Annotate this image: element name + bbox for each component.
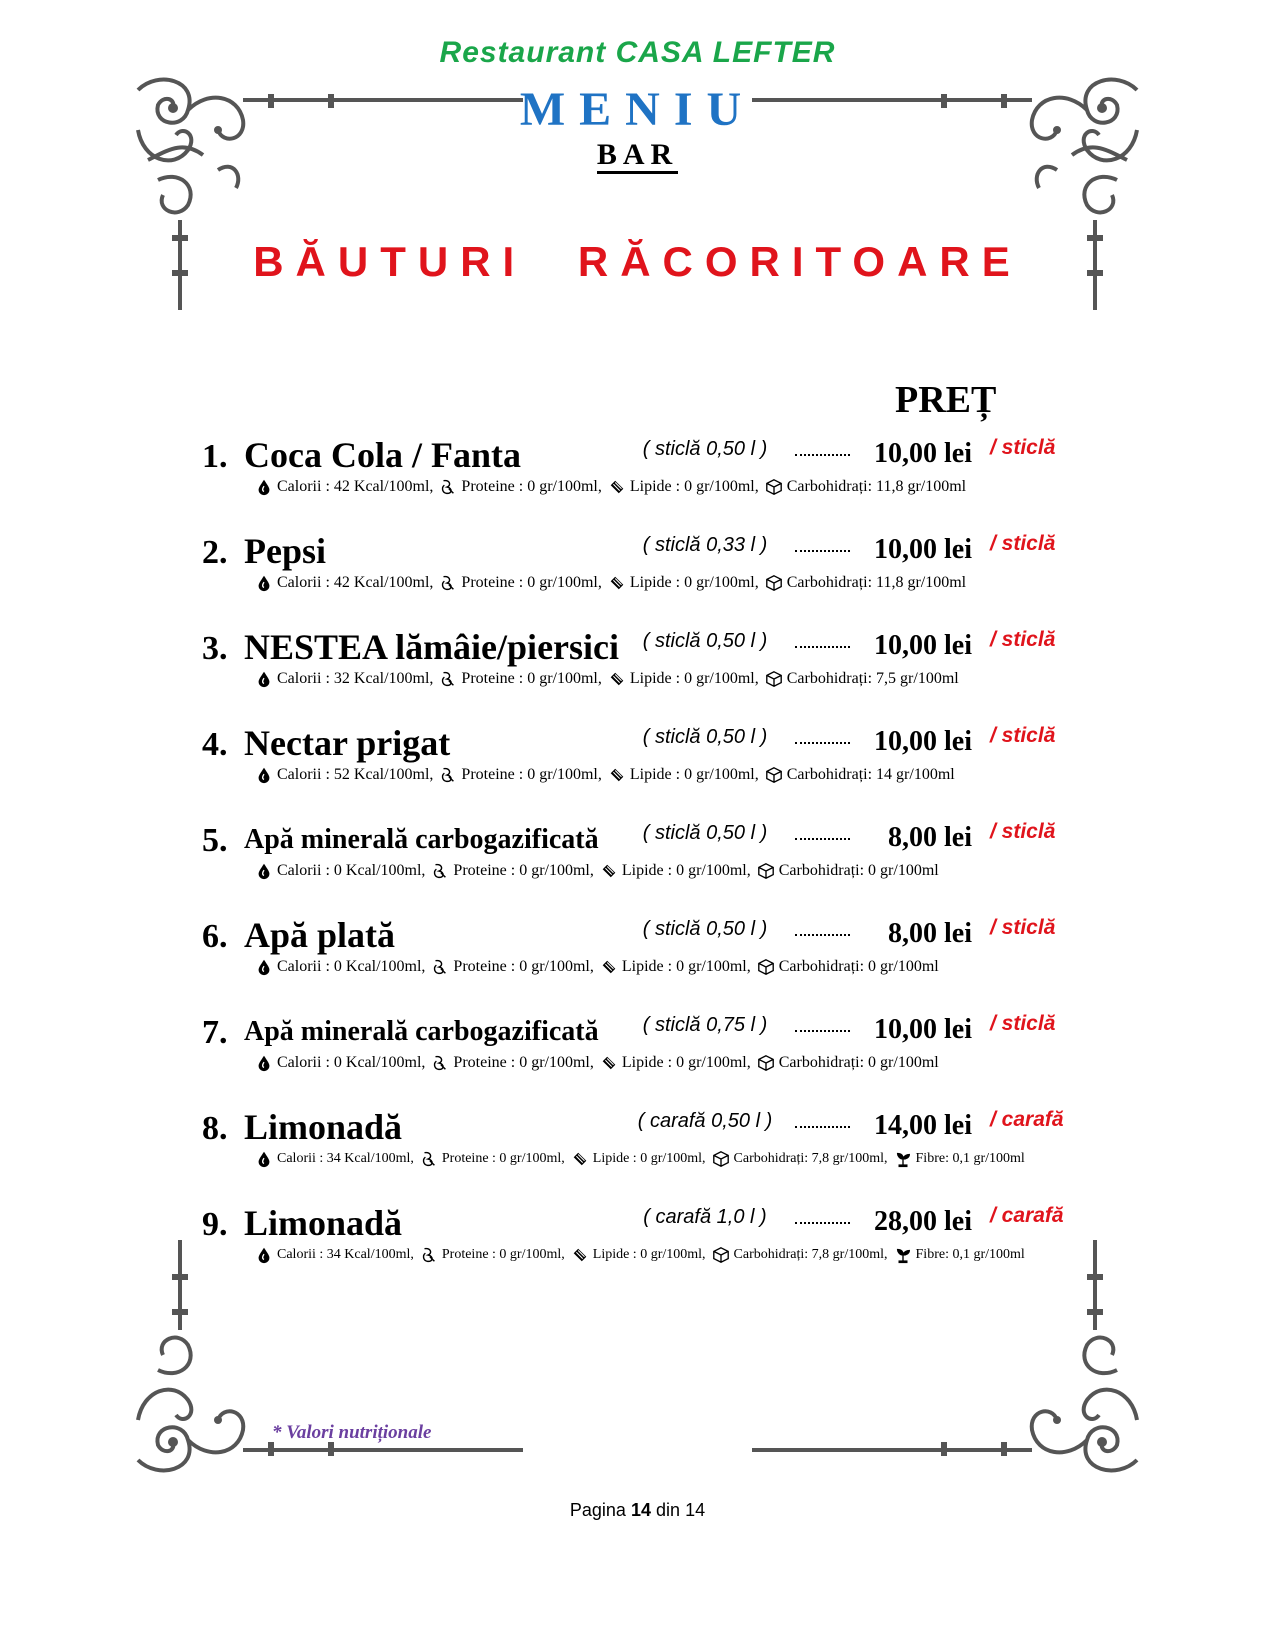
item-unit: / carafă [990, 1204, 1064, 1227]
nutrition-value [765, 574, 966, 592]
menu-item [0, 627, 1275, 720]
nutrition-value [571, 1246, 706, 1264]
nutrition-text: Lipide : 0 gr/100ml, [629, 670, 759, 687]
lipide-icon [608, 766, 626, 784]
nutrition-text: Carbohidrați: 7,8 gr/100ml, [733, 1151, 888, 1166]
carbo-icon [765, 766, 783, 784]
item-nutrition [255, 766, 961, 784]
nutrition-value [608, 670, 759, 688]
nutrition-value [765, 478, 966, 496]
lipide-icon [600, 958, 618, 976]
item-unit: / sticlă [990, 628, 1056, 651]
lipide-icon [571, 1246, 589, 1264]
nutrition-text: Lipide : 0 gr/100ml, [592, 1247, 706, 1262]
nutrition-value [600, 958, 751, 976]
nutrition-value [757, 862, 939, 880]
nutrition-text: Carbohidrați: 11,8 gr/100ml [786, 478, 967, 495]
calorii-icon [255, 670, 273, 688]
nutrition-value [439, 478, 601, 496]
nutrition-note: * Valori nutriționale [272, 1422, 432, 1443]
proteine-icon [420, 1150, 438, 1168]
item-name: Limonadă [244, 1203, 403, 1243]
menu-item [0, 822, 1275, 912]
nutrition-text: Carbohidrați: 7,5 gr/100ml [786, 670, 959, 687]
item-number: 2. [202, 534, 228, 571]
nutrition-value [255, 958, 425, 976]
proteine-icon [439, 478, 457, 496]
carbo-icon [765, 670, 783, 688]
nutrition-value [420, 1246, 565, 1264]
item-price: 28,00 lei [874, 1206, 972, 1237]
nutrition-text: Fibre: 0,1 gr/100ml [915, 1247, 1025, 1262]
nutrition-value [757, 958, 939, 976]
nutrition-text: Fibre: 0,1 gr/100ml [915, 1151, 1025, 1166]
menu-item [0, 1203, 1275, 1296]
nutrition-value [255, 478, 433, 496]
nutrition-text: Calorii : 0 Kcal/100ml, [277, 958, 426, 975]
nutrition-text: Carbohidrați: 0 gr/100ml [778, 958, 939, 975]
proteine-icon [431, 862, 449, 880]
item-unit: / sticlă [990, 532, 1056, 555]
item-unit: / sticlă [990, 916, 1056, 939]
menu-item [0, 915, 1275, 1008]
menu-item [0, 1014, 1275, 1104]
nutrition-value [255, 862, 425, 880]
page-total: 14 [685, 1500, 706, 1520]
item-size: ( carafă 1,0 l ) [643, 1206, 767, 1228]
nutrition-text: Calorii : 42 Kcal/100ml, [277, 478, 434, 495]
proteine-icon [420, 1246, 438, 1264]
item-price: 10,00 lei [874, 438, 972, 469]
leader-dots [795, 644, 850, 648]
nutrition-value [439, 670, 601, 688]
item-name: Apă minerală carbogazificată [244, 1016, 599, 1047]
nutrition-value [712, 1246, 888, 1264]
item-nutrition [255, 670, 965, 688]
item-price: 14,00 lei [874, 1110, 972, 1141]
item-price: 10,00 lei [874, 630, 972, 661]
proteine-icon [439, 574, 457, 592]
nutrition-value [431, 862, 593, 880]
menu-item [0, 435, 1275, 528]
lipide-icon [600, 862, 618, 880]
item-name: NESTEA lămâie/piersici [244, 627, 620, 667]
calorii-icon [255, 478, 273, 496]
calorii-icon [255, 958, 273, 976]
nutrition-value [255, 574, 433, 592]
item-name: Limonadă [244, 1107, 403, 1147]
nutrition-text: Lipide : 0 gr/100ml, [629, 574, 759, 591]
lipide-icon [600, 1054, 618, 1072]
item-number: 6. [202, 918, 228, 955]
category-heading: BĂUTURI RĂCORITOARE [253, 238, 1022, 285]
nutrition-value [600, 1054, 751, 1072]
nutrition-text: Lipide : 0 gr/100ml, [592, 1151, 706, 1166]
nutrition-text: Lipide : 0 gr/100ml, [621, 862, 751, 879]
fibre-icon [894, 1150, 912, 1168]
calorii-icon [255, 1246, 273, 1264]
carbo-icon [765, 478, 783, 496]
nutrition-text: Lipide : 0 gr/100ml, [629, 478, 759, 495]
nutrition-value [894, 1246, 1025, 1264]
lipide-icon [608, 574, 626, 592]
nutrition-text: Carbohidrați: 0 gr/100ml [778, 1054, 939, 1071]
page-number [0, 1500, 1275, 1521]
item-size: ( sticlă 0,33 l ) [642, 534, 768, 556]
item-nutrition [255, 862, 945, 880]
nutrition-text: Lipide : 0 gr/100ml, [621, 1054, 751, 1071]
nutrition-text: Proteine : 0 gr/100ml, [453, 958, 594, 975]
item-number: 1. [202, 438, 228, 475]
item-nutrition [255, 574, 972, 592]
item-name: Pepsi [244, 531, 327, 571]
leader-dots [795, 1124, 850, 1128]
nutrition-text: Proteine : 0 gr/100ml, [441, 1247, 565, 1262]
nutrition-value [420, 1150, 565, 1168]
lipide-icon [608, 478, 626, 496]
nutrition-value [439, 766, 601, 784]
item-price: 10,00 lei [874, 1014, 972, 1045]
nutrition-value [757, 1054, 939, 1072]
item-unit: / sticlă [990, 1012, 1056, 1035]
item-size: ( sticlă 0,50 l ) [642, 918, 768, 940]
calorii-icon [255, 1150, 273, 1168]
nutrition-text: Lipide : 0 gr/100ml, [621, 958, 751, 975]
nutrition-text: Carbohidrați: 11,8 gr/100ml [786, 574, 967, 591]
nutrition-text: Proteine : 0 gr/100ml, [453, 862, 594, 879]
proteine-icon [431, 958, 449, 976]
item-unit: / sticlă [990, 820, 1056, 843]
nutrition-value [255, 1150, 414, 1168]
nutrition-text: Calorii : 52 Kcal/100ml, [277, 766, 434, 783]
item-unit: / sticlă [990, 436, 1056, 459]
calorii-icon [255, 574, 273, 592]
nutrition-text: Proteine : 0 gr/100ml, [453, 1054, 594, 1071]
menu-item [0, 1107, 1275, 1200]
nutrition-text: Lipide : 0 gr/100ml, [629, 766, 759, 783]
nutrition-value [765, 670, 959, 688]
carbo-icon [712, 1150, 730, 1168]
nutrition-value [431, 1054, 593, 1072]
item-nutrition [255, 1246, 1031, 1264]
item-price: 8,00 lei [888, 822, 972, 853]
proteine-icon [439, 766, 457, 784]
page-separator: din [656, 1500, 681, 1520]
restaurant-name: Restaurant CASA LEFTER [439, 36, 836, 69]
item-name: Coca Cola / Fanta [244, 435, 521, 475]
nutrition-value [894, 1150, 1025, 1168]
calorii-icon [255, 1054, 273, 1072]
calorii-icon [255, 766, 273, 784]
nutrition-text: Carbohidrați: 7,8 gr/100ml, [733, 1247, 888, 1262]
menu-title: MENIU [519, 83, 756, 136]
item-price: 10,00 lei [874, 726, 972, 757]
calorii-icon [255, 862, 273, 880]
lipide-icon [571, 1150, 589, 1168]
nutrition-text: Calorii : 0 Kcal/100ml, [277, 1054, 426, 1071]
nutrition-text: Calorii : 34 Kcal/100ml, [277, 1247, 414, 1262]
menu-subtitle [0, 138, 1275, 172]
nutrition-text: Proteine : 0 gr/100ml, [461, 478, 602, 495]
item-number: 5. [202, 822, 228, 859]
leader-dots [795, 1028, 850, 1032]
item-number: 7. [202, 1014, 228, 1051]
item-size: ( carafă 0,50 l ) [637, 1110, 773, 1132]
item-number: 4. [202, 726, 228, 763]
leader-dots [795, 740, 850, 744]
item-nutrition [255, 1150, 1031, 1168]
item-size: ( sticlă 0,50 l ) [642, 438, 768, 460]
nutrition-text: Calorii : 34 Kcal/100ml, [277, 1151, 414, 1166]
nutrition-value [431, 958, 593, 976]
proteine-icon [431, 1054, 449, 1072]
page-current: 14 [630, 1500, 651, 1520]
carbo-icon [757, 1054, 775, 1072]
nutrition-value [608, 574, 759, 592]
item-size: ( sticlă 0,50 l ) [642, 822, 768, 844]
nutrition-text: Proteine : 0 gr/100ml, [461, 574, 602, 591]
item-price: 10,00 lei [874, 534, 972, 565]
nutrition-value [712, 1150, 888, 1168]
nutrition-value [255, 1054, 425, 1072]
nutrition-value [765, 766, 955, 784]
nutrition-text: Proteine : 0 gr/100ml, [461, 670, 602, 687]
nutrition-text: Calorii : 0 Kcal/100ml, [277, 862, 426, 879]
nutrition-text: Calorii : 42 Kcal/100ml, [277, 574, 434, 591]
carbo-icon [757, 958, 775, 976]
item-nutrition [255, 958, 945, 976]
item-size: ( sticlă 0,75 l ) [642, 1014, 768, 1036]
item-name: Nectar prigat [244, 723, 451, 763]
nutrition-value [608, 478, 759, 496]
item-number: 9. [202, 1206, 228, 1243]
leader-dots [795, 836, 850, 840]
lipide-icon [608, 670, 626, 688]
nutrition-value [255, 766, 433, 784]
carbo-icon [712, 1246, 730, 1264]
nutrition-value [600, 862, 751, 880]
item-nutrition [255, 478, 972, 496]
price-column-header: PREȚ [895, 379, 997, 421]
nutrition-text: Proteine : 0 gr/100ml, [441, 1151, 565, 1166]
carbo-icon [765, 574, 783, 592]
nutrition-value [255, 1246, 414, 1264]
leader-dots [795, 1220, 850, 1224]
item-name: Apă minerală carbogazificată [244, 824, 599, 855]
nutrition-value [439, 574, 601, 592]
item-size: ( sticlă 0,50 l ) [642, 726, 768, 748]
item-name: Apă plată [244, 915, 396, 955]
leader-dots [795, 452, 850, 456]
menu-subtitle-text: BAR [597, 138, 678, 174]
nutrition-value [608, 766, 759, 784]
nutrition-text: Carbohidrați: 14 gr/100ml [786, 766, 955, 783]
carbo-icon [757, 862, 775, 880]
menu-item [0, 723, 1275, 816]
item-nutrition [255, 1054, 945, 1072]
nutrition-value [255, 670, 433, 688]
nutrition-text: Carbohidrați: 0 gr/100ml [778, 862, 939, 879]
item-size: ( sticlă 0,50 l ) [642, 630, 768, 652]
nutrition-value [571, 1150, 706, 1168]
page-prefix: Pagina [569, 1500, 626, 1520]
leader-dots [795, 548, 850, 552]
item-price: 8,00 lei [888, 918, 972, 949]
nutrition-text: Calorii : 32 Kcal/100ml, [277, 670, 434, 687]
item-unit: / sticlă [990, 724, 1056, 747]
item-number: 8. [202, 1110, 228, 1147]
nutrition-text: Proteine : 0 gr/100ml, [461, 766, 602, 783]
item-unit: / carafă [990, 1108, 1064, 1131]
leader-dots [795, 932, 850, 936]
item-number: 3. [202, 630, 228, 667]
proteine-icon [439, 670, 457, 688]
fibre-icon [894, 1246, 912, 1264]
menu-item [0, 531, 1275, 624]
